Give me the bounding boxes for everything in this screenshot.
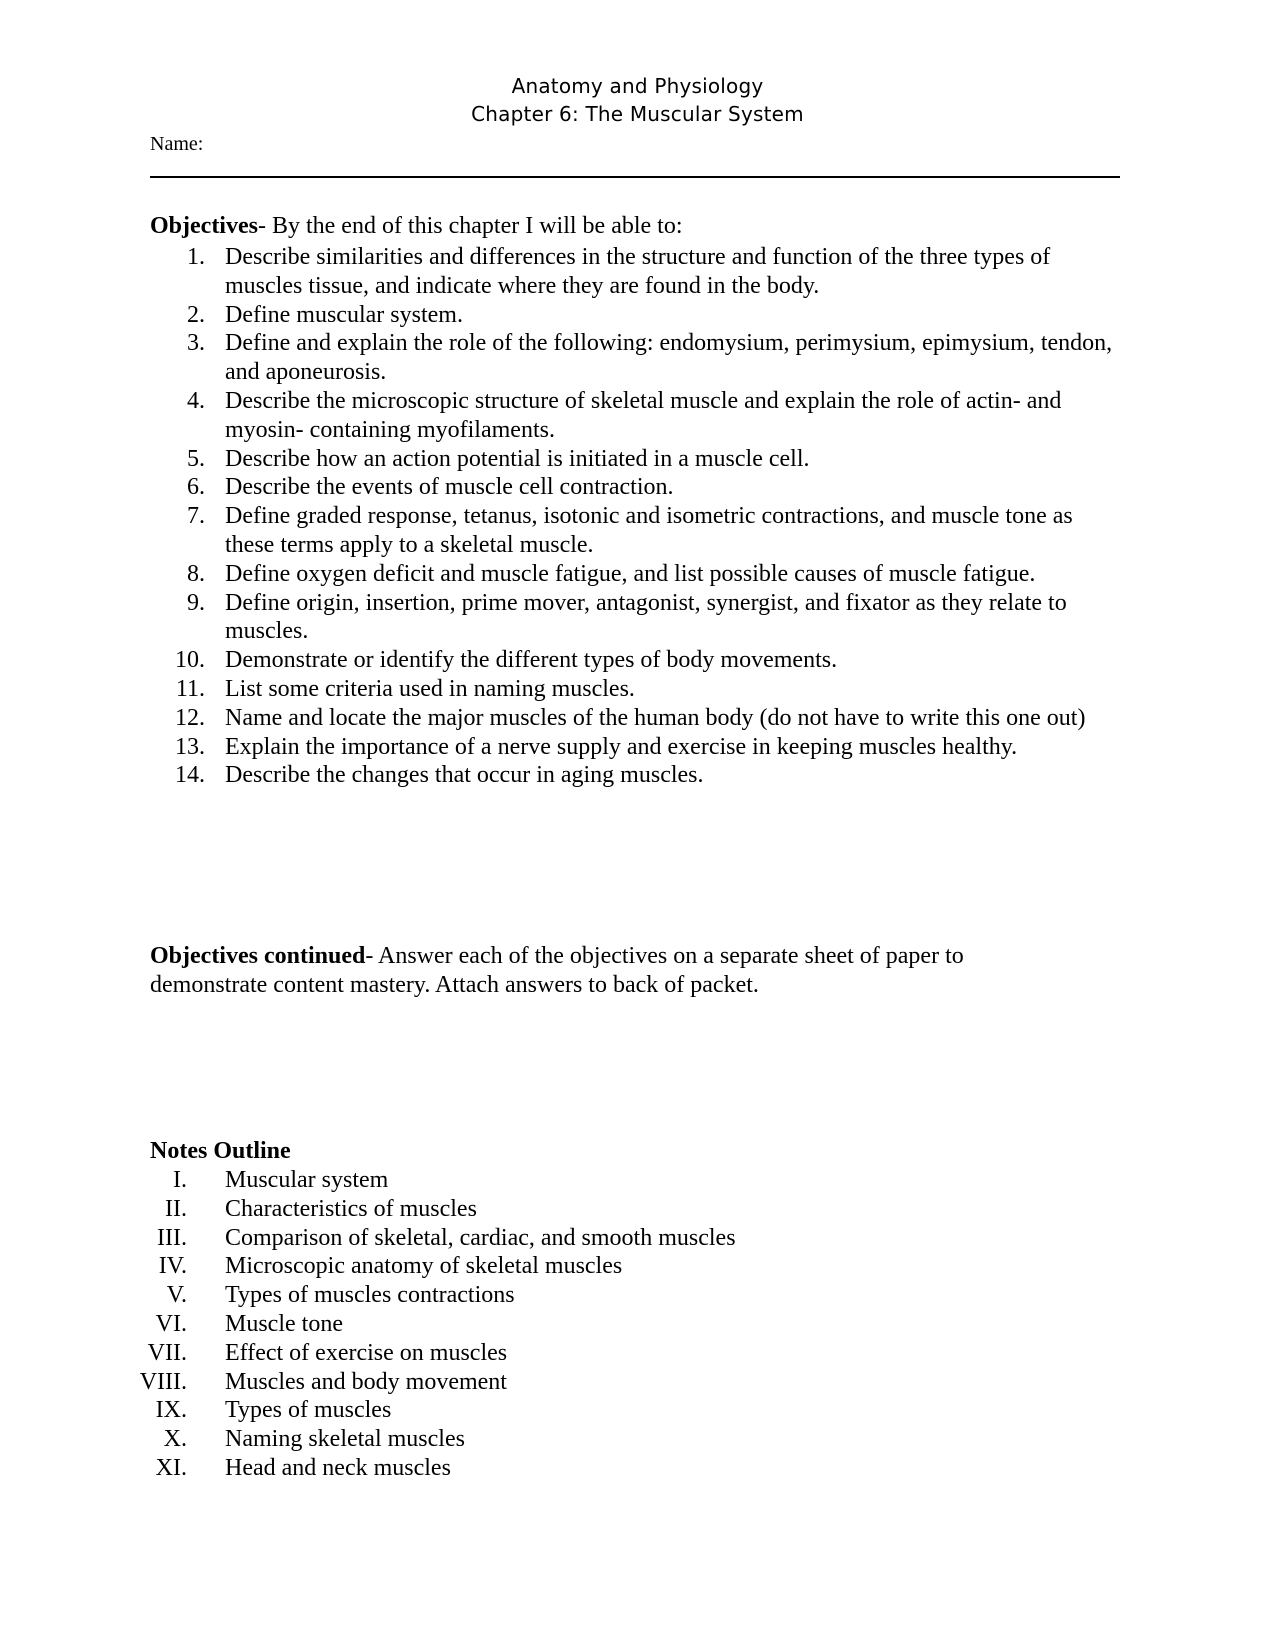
- notes-outline-list: [0, 1166, 736, 1483]
- objective-text: List some criteria used in naming muscles.: [225, 675, 635, 702]
- objective-number: 10.: [175, 647, 205, 674]
- outline-item: [0, 1195, 736, 1224]
- objective-item: [0, 646, 1125, 675]
- objective-number: 5.: [187, 445, 205, 472]
- outline-item: [0, 1252, 736, 1281]
- objective-number: 3.: [187, 330, 205, 357]
- objective-text: Describe the changes that occur in aging muscles.: [225, 762, 704, 789]
- objective-item: [0, 761, 1125, 790]
- outline-item: [0, 1310, 736, 1339]
- objective-text: Define oxygen deficit and muscle fatigue, and list possible causes of muscle fatigue.: [225, 560, 1036, 587]
- outline-numeral: I.: [173, 1167, 187, 1193]
- objective-text: Name and locate the major muscles of the human body (do not have to write this one out): [225, 704, 1086, 731]
- objective-item: [0, 502, 1125, 560]
- objectives-continued: [150, 942, 964, 1000]
- objectives-intro-text: - By the end of this chapter I will be able to:: [257, 213, 683, 239]
- objective-text: Define origin, insertion, prime mover, antagonist, synergist, and fixator as they relate to muscles.: [225, 589, 1067, 645]
- objectives-heading: Objectives: [150, 213, 258, 239]
- objective-item: [0, 301, 1125, 330]
- objective-text: Describe similarities and differences in the structure and function of the three types of muscles tissue, and indicate where they are found in the body.: [225, 244, 1051, 299]
- objective-text: Define graded response, tetanus, isotonic and isometric contractions, and muscle tone as these terms apply to a skeletal muscle.: [225, 503, 1073, 558]
- outline-text: Muscular system: [225, 1167, 389, 1193]
- outline-item: [0, 1368, 736, 1397]
- outline-text: Types of muscles: [225, 1397, 392, 1424]
- objective-number: 6.: [187, 474, 205, 501]
- objectives-continued-line2: demonstrate content mastery. Attach answers to back of packet.: [150, 972, 759, 998]
- outline-item: [0, 1396, 736, 1425]
- objective-number: 12.: [175, 704, 205, 731]
- objective-item: [0, 675, 1125, 704]
- outline-item: [0, 1224, 736, 1253]
- objective-item: [0, 704, 1125, 733]
- outline-text: Characteristics of muscles: [225, 1195, 477, 1222]
- notes-outline-heading-wrap: [150, 1137, 291, 1166]
- objective-number: 8.: [187, 560, 205, 587]
- outline-text: Naming skeletal muscles: [225, 1426, 465, 1453]
- outline-numeral: IV.: [158, 1253, 187, 1280]
- document-title: Anatomy and Physiology: [511, 74, 764, 98]
- objective-text: Describe the events of muscle cell contraction.: [225, 474, 674, 501]
- outline-item: [0, 1281, 736, 1310]
- outline-numeral: II.: [165, 1195, 187, 1222]
- objective-number: 2.: [187, 301, 205, 328]
- objectives-continued-line1: - Answer each of the objectives on a separate sheet of paper to: [365, 943, 964, 969]
- name-label: Name:: [150, 133, 204, 155]
- outline-text: Muscles and body movement: [225, 1368, 507, 1395]
- objective-item: [0, 560, 1125, 589]
- objective-item: [0, 473, 1125, 502]
- objective-item: [0, 445, 1125, 474]
- outline-text: Effect of exercise on muscles: [225, 1339, 508, 1366]
- outline-text: Types of muscles contractions: [225, 1282, 515, 1309]
- objective-text: Demonstrate or identify the different types of body movements.: [225, 647, 838, 674]
- outline-text: Comparison of skeletal, cardiac, and smooth muscles: [225, 1224, 736, 1251]
- outline-numeral: VIII.: [139, 1368, 187, 1395]
- outline-item: [0, 1339, 736, 1368]
- objective-number: 11.: [175, 675, 205, 702]
- objective-text: Define and explain the role of the following: endomysium, perimysium, epimysium, tendon, and aponeurosis.: [225, 330, 1113, 386]
- objective-number: 14.: [175, 762, 205, 789]
- chapter-title: Chapter 6: The Muscular System: [471, 102, 804, 126]
- outline-numeral: X.: [163, 1426, 187, 1453]
- objectives-list: [0, 243, 1125, 790]
- objective-item: [0, 589, 1125, 647]
- objective-text: Describe how an action potential is initiated in a muscle cell.: [225, 445, 810, 472]
- objectives-intro: [150, 212, 683, 241]
- outline-text: Head and neck muscles: [225, 1454, 451, 1481]
- notes-outline-heading: Notes Outline: [150, 1138, 291, 1164]
- outline-numeral: XI.: [155, 1454, 187, 1481]
- objective-text: Explain the importance of a nerve supply and exercise in keeping muscles healthy.: [225, 733, 1018, 760]
- outline-item: [0, 1425, 736, 1454]
- objectives-continued-heading: Objectives continued: [150, 943, 366, 969]
- outline-text: Muscle tone: [225, 1310, 343, 1337]
- outline-numeral: V.: [166, 1282, 187, 1309]
- outline-numeral: VI.: [155, 1310, 187, 1337]
- objective-item: [0, 733, 1125, 762]
- objective-item: [0, 243, 1125, 301]
- objective-item: [0, 387, 1125, 445]
- objective-number: 7.: [187, 503, 205, 530]
- objective-text: Describe the microscopic structure of skeletal muscle and explain the role of actin- and myosin- containing myofilaments.: [225, 387, 1062, 443]
- outline-numeral: VII.: [147, 1339, 187, 1366]
- name-line: [150, 176, 1120, 178]
- outline-item: [0, 1166, 736, 1195]
- objective-text: Define muscular system.: [225, 301, 463, 328]
- outline-numeral: III.: [157, 1224, 187, 1251]
- objective-number: 1.: [187, 244, 205, 270]
- objective-number: 4.: [187, 387, 205, 414]
- outline-text: Microscopic anatomy of skeletal muscles: [225, 1253, 623, 1280]
- objective-item: [0, 329, 1125, 387]
- outline-numeral: IX.: [155, 1397, 187, 1424]
- objective-number: 13.: [175, 733, 205, 760]
- objective-number: 9.: [187, 589, 205, 616]
- outline-item: [0, 1454, 736, 1483]
